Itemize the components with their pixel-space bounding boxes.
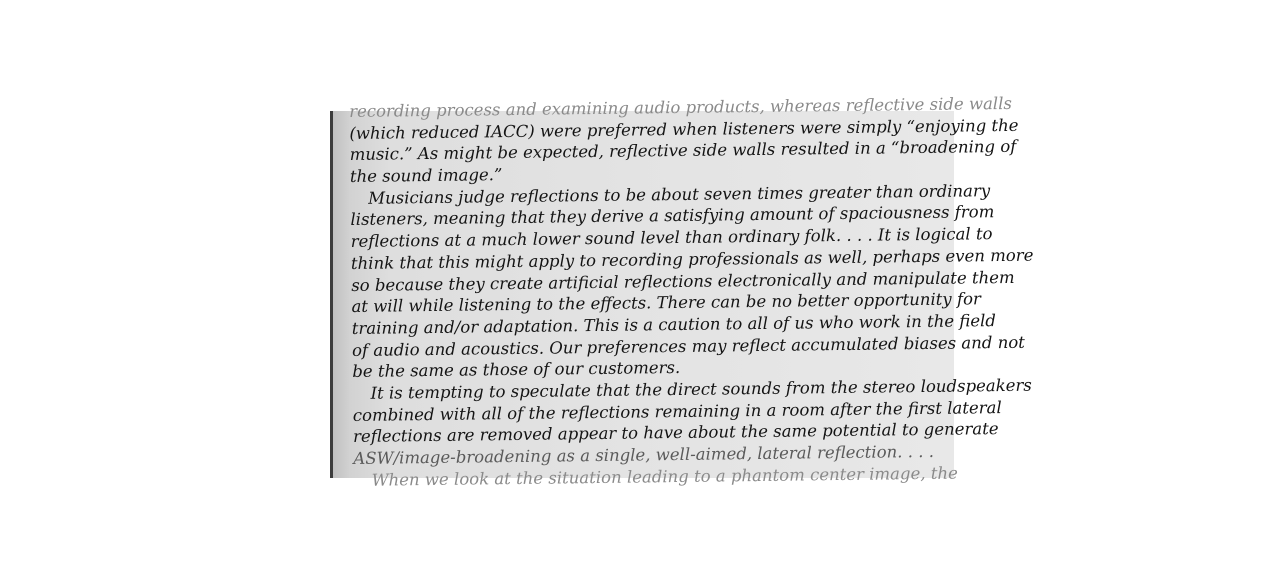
text-line: be the same as those of our customers. <box>352 358 681 382</box>
text-line: listeners, meaning that they derive a satisfying amount of spaciousness from <box>350 202 995 230</box>
text-line: so because they create artificial reflections electronically and manipulate them <box>351 267 1015 295</box>
text-line: recording process and examining audio products, whereas reflective side walls <box>349 93 1012 121</box>
page-text-block <box>349 93 1034 491</box>
text-line: music.” As might be expected, reflective side walls resulted in a “broadening of <box>349 137 1017 165</box>
text-line: It is tempting to speculate that the direct sounds from the stereo loudspeakers <box>370 375 1032 403</box>
text-line: ASW/image-broadening as a single, well-aimed, lateral reflection. . . . <box>353 441 935 468</box>
text-line: reflections at a much lower sound level than ordinary folk. . . . It is logical to <box>350 224 993 252</box>
text-line: (which reduced IACC) were preferred when listeners were simply “enjoying the <box>349 115 1019 143</box>
text-line: When we look at the situation leading to a phantom center image, the <box>371 463 958 490</box>
text-line: Musicians judge reflections to be about seven times greater than ordinary <box>368 180 991 208</box>
text-line: combined with all of the reflections remaining in a room after the first lateral <box>352 397 1002 425</box>
text-line: training and/or adaptation. This is a caution to all of us who work in the field <box>351 310 997 338</box>
text-line: the sound image.” <box>349 165 503 187</box>
text-line: think that this might apply to recording professionals as well, perhaps even more <box>350 245 1034 273</box>
text-line: at will while listening to the effects. There can be no better opportunity for <box>351 289 981 317</box>
text-line: of audio and acoustics. Our preferences may reflect accumulated biases and not <box>351 332 1025 360</box>
book-page-photo <box>330 93 1034 490</box>
text-line: reflections are removed appear to have about the same potential to generate <box>352 419 999 447</box>
page-gutter-shadow <box>330 111 333 478</box>
